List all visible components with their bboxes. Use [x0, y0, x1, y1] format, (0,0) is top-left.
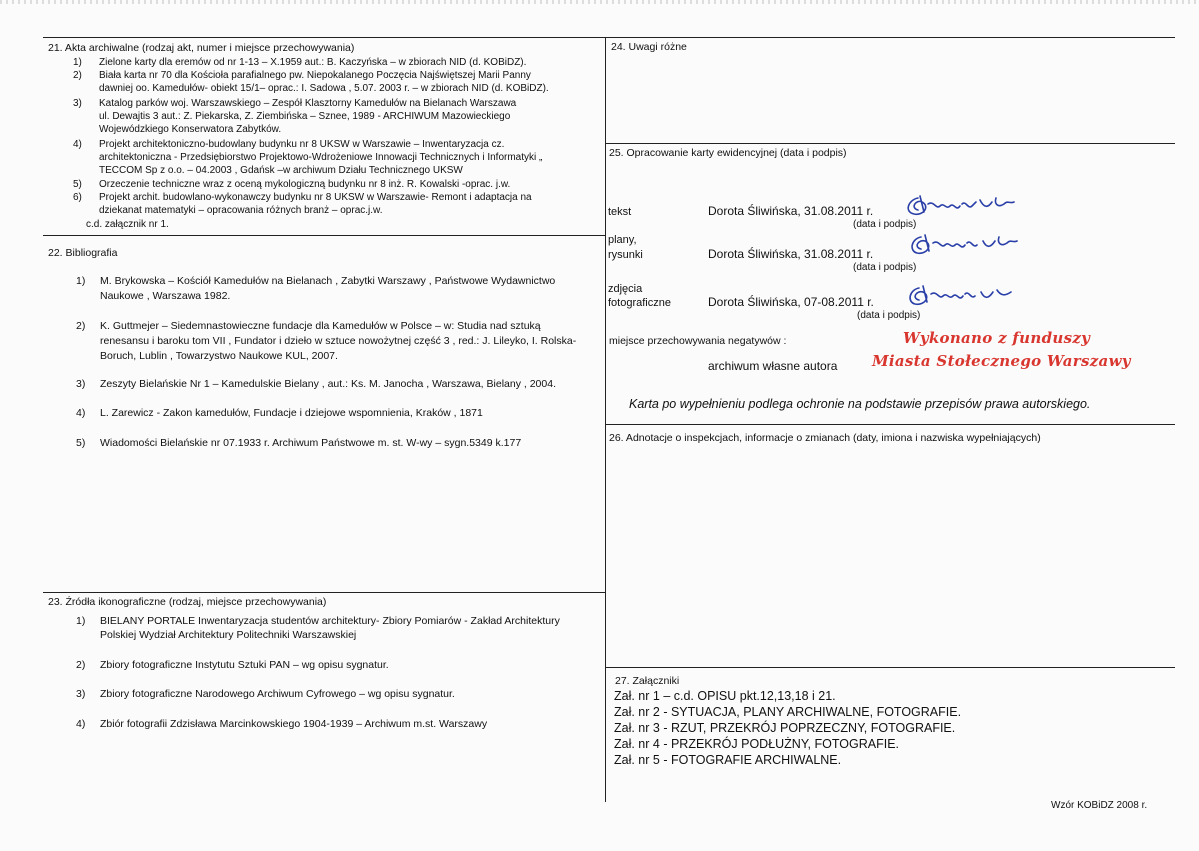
form-template-label: Wzór KOBiDZ 2008 r.	[1051, 800, 1148, 811]
item-text: Biała karta nr 70 dla Kościoła parafialnego pw. Niepokalanego Poczęcia Najświętszej Marii Panny	[99, 70, 531, 81]
signature-2	[905, 231, 1023, 261]
item-text: K. Guttmejer – Siedemnastowieczne fundacje dla Kamedułów w Polsce – w: Studia nad sztuką	[100, 320, 541, 332]
row-value-plany: Dorota Śliwińska, 31.08.2011 r.	[708, 247, 874, 261]
negatives-label: miejsce przechowywania negatywów :	[609, 335, 787, 347]
row-sub-tekst: (data i podpis)	[853, 219, 917, 230]
item-number: 6)	[73, 192, 82, 203]
item-number: 4)	[76, 718, 86, 730]
section-24-title: 24. Uwagi różne	[611, 41, 687, 53]
item-text: Naukowe , Warszawa 1982.	[100, 290, 231, 302]
item-text: renesansu i baroku tom VII , Fundator i dzieło w sztuce nowożytnej część 3 , red.: J. Lileyko, I. Rolska-	[100, 335, 577, 347]
item-text: architektoniczna - Przedsiębiorstwo Projektowo-Wdrożeniowe Innowacji Technicznych i Informatyki „	[99, 152, 543, 163]
item-text: Wojewódzkiego Konserwatora Zabytków.	[99, 124, 282, 135]
item-text: Projekt archit. budowlano-wykonawczy budynku nr 8 UKSW w Warszawie- Remont i adaptacja na	[99, 192, 532, 203]
item-number: 1)	[76, 615, 86, 627]
item-text: Boruch, Lublin , Towarzystwo Naukowe KUL, 2007.	[100, 350, 338, 362]
item-number: 4)	[76, 407, 86, 419]
section-25-title: 25. Opracowanie karty ewidencyjnej (data i podpis)	[609, 147, 847, 159]
item-text: Zielone karty dla eremów od nr 1-13 – X.1959 aut.: B. Kaczyńska – w zbiorach NID (d. KOBiDZ).	[99, 57, 527, 68]
item-text: Polskiej Wydział Architektury Politechniki Warszawskiej	[100, 629, 357, 641]
item-text: Katalog parków woj. Warszawskiego – Zespół Klasztorny Kamedułów na Bielanach Warszawa	[99, 98, 517, 109]
funding-stamp-line-2: Miasta Stołecznego Warszawy	[872, 352, 1131, 370]
item-text: ul. Dewajtis 3 aut.: Z. Piekarska, Z. Ziembińska – Sznee, 1989 - ARCHIWUM Mazowieckiego	[99, 111, 511, 122]
copyright-notice: Karta po wypełnieniu podlega ochronie na podstawie przepisów prawa autorskiego.	[629, 397, 1091, 411]
item-number: 4)	[73, 139, 82, 150]
attachment-item: Zał. nr 2 - SYTUACJA, PLANY ARCHIWALNE, FOTOGRAFIE.	[614, 705, 962, 719]
item-number: 1)	[76, 275, 86, 287]
item-text: Orzeczenie techniczne wraz z oceną mykologiczną budynku nr 8 inż. R. Kowalski -oprac. j.w.	[99, 179, 511, 190]
item-number: 5)	[76, 437, 86, 449]
divider-24-25	[605, 143, 1175, 144]
item-text: Wiadomości Bielańskie nr 07.1933 r. Archiwum Państwowe m. st. W-wy – sygn.5349 k.177	[100, 437, 522, 449]
item-text: BIELANY PORTALE Inwentaryzacja studentów architektury- Zbiory Pomiarów - Zakład Architektury	[100, 615, 560, 627]
item-text: TECCOM Sp z o.o. – 04.2003 , Gdańsk –w archiwum Działu Technicznego UKSW	[99, 165, 463, 176]
section-23-title: 23. Źródła ikonograficzne (rodzaj, miejsce przechowywania)	[48, 596, 327, 608]
row-sub-zdjecia: (data i podpis)	[857, 310, 921, 321]
divider-22-23	[43, 592, 605, 593]
negatives-value: archiwum własne autora	[708, 359, 838, 373]
item-number: 3)	[73, 98, 82, 109]
row-label-tekst: tekst	[608, 206, 632, 218]
item-text: dawniej oo. Kamedułów- obiekt 15/1– oprac.: I. Sadowa , 5.07. 2003 r. – w zbiorach NID (d. KOBiDZ).	[99, 83, 549, 94]
item-number: 2)	[76, 659, 86, 671]
row-label-zdjecia: zdjęcia	[608, 283, 643, 295]
row-label-fotograficzne: fotograficzne	[608, 297, 671, 309]
section-26-title: 26. Adnotacje o inspekcjach, informacje o zmianach (daty, imiona i nazwiska wypełniających)	[609, 432, 1041, 444]
item-text: Zbiory fotograficzne Instytutu Sztuki PAN – wg opisu sygnatur.	[100, 659, 389, 671]
item-number: 2)	[73, 70, 82, 81]
item-text: dziekanat matematyki – opracowania różnych branż – oprac.j.w.	[99, 205, 383, 216]
row-sub-plany: (data i podpis)	[853, 262, 917, 273]
section-22-title: 22. Bibliografia	[48, 247, 118, 259]
funding-stamp-line-1: Wykonano z funduszy	[903, 329, 1091, 347]
section-21-title: 21. Akta archiwalne (rodzaj akt, numer i miejsce przechowywania)	[48, 42, 355, 54]
item-text: Zeszyty Bielańskie Nr 1 – Kamedulskie Bielany , aut.: Ks. M. Janocha , Warszawa, Bielany , 2004.	[100, 378, 556, 390]
row-label-rysunki: rysunki	[608, 249, 643, 261]
signature-1	[900, 190, 1020, 224]
item-number: 3)	[76, 378, 86, 390]
item-text: Projekt architektoniczno-budowlany budynku nr 8 UKSW w Warszawie – Inwentaryzacja cz.	[99, 139, 505, 150]
attachment-item: Zał. nr 4 - PRZEKRÓJ PODŁUŻNY, FOTOGRAFIE.	[614, 737, 900, 751]
divider-25-26	[605, 424, 1175, 425]
item-text: Zbiory fotograficzne Narodowego Archiwum Cyfrowego – wg opisu sygnatur.	[100, 688, 455, 700]
divider-21-22	[43, 235, 605, 236]
signature-3	[903, 282, 1017, 312]
item-number: 1)	[73, 57, 82, 68]
item-text: M. Brykowska – Kościół Kamedułów na Bielanach , Zabytki Warszawy , Państwowe Wydawnictwo	[100, 275, 556, 287]
section-27-title: 27. Załączniki	[615, 675, 680, 687]
attachment-item: Zał. nr 1 – c.d. OPISU pkt.12,13,18 i 21.	[614, 689, 836, 703]
column-divider	[605, 37, 606, 802]
item-number: 2)	[76, 320, 86, 332]
row-value-tekst: Dorota Śliwińska, 31.08.2011 r.	[708, 204, 874, 218]
row-value-zdjecia: Dorota Śliwińska, 07-08.2011 r.	[708, 295, 874, 309]
item-number: 5)	[73, 179, 82, 190]
attachment-item: Zał. nr 5 - FOTOGRAFIE ARCHIWALNE.	[614, 753, 842, 767]
divider-26-27	[605, 667, 1175, 668]
scan-edge	[0, 0, 1199, 4]
row-label-plany: plany,	[608, 234, 637, 246]
continuation-note: c.d. załącznik nr 1.	[86, 219, 169, 230]
item-text: L. Zarewicz - Zakon kamedułów, Fundacje i dziejowe wspomnienia, Kraków , 1871	[100, 407, 483, 419]
attachment-item: Zał. nr 3 - RZUT, PRZEKRÓJ POPRZECZNY, FOTOGRAFIE.	[614, 721, 956, 735]
item-number: 3)	[76, 688, 86, 700]
item-text: Zbiór fotografii Zdzisława Marcinkowskiego 1904-1939 – Archiwum m.st. Warszawy	[100, 718, 488, 730]
